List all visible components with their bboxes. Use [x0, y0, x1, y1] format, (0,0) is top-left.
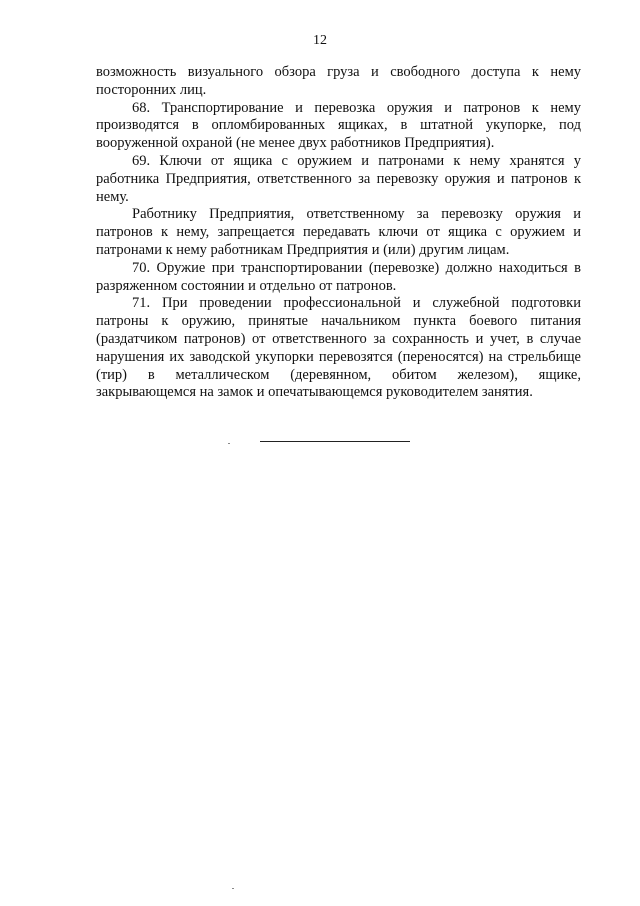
- paragraph-68: 68. Транспортирование и перевозка оружия и патронов к нему производятся в опломбированных ящиках, в штатной укупорке, под вооруженной охраной (не менее двух работников Предприятия).: [96, 99, 581, 152]
- document-body: [96, 64, 581, 402]
- paragraph-69: 69. Ключи от ящика с оружием и патронами к нему хранятся у работника Предприятия, ответственного за перевозку оружия и патронов к нему.: [96, 152, 581, 205]
- scan-speck: [228, 443, 230, 444]
- scan-speck: [232, 888, 234, 889]
- paragraph-continuation: возможность визуального обзора груза и свободного доступа к нему посторонних лиц.: [96, 64, 581, 98]
- paragraph-70: 70. Оружие при транспортировании (перевозке) должно находиться в разряженном состоянии и отдельно от патронов.: [96, 259, 581, 294]
- paragraph-69-continued: Работнику Предприятия, ответственному за перевозку оружия и патронов к нему, запрещается передавать ключи от ящика с оружием и патронами к нему работникам Предприятия и (или) другим лицам.: [96, 206, 581, 258]
- page-number: 12: [313, 33, 327, 48]
- end-of-text-rule: [260, 441, 410, 442]
- paragraph-71: 71. При проведении профессиональной и служебной подготовки патроны к оружию, принятые начальником пункта боевого питания (раздатчиком патронов) от ответственного за сохранность и учет, в случае нарушения их заводской укупорки перевозятся (переносятся) на стрельбище (тир) в металлическом (деревянном, обитом железом), ящике, закрывающемся на замок и опечатывающемся руководителем занятия.: [96, 295, 581, 401]
